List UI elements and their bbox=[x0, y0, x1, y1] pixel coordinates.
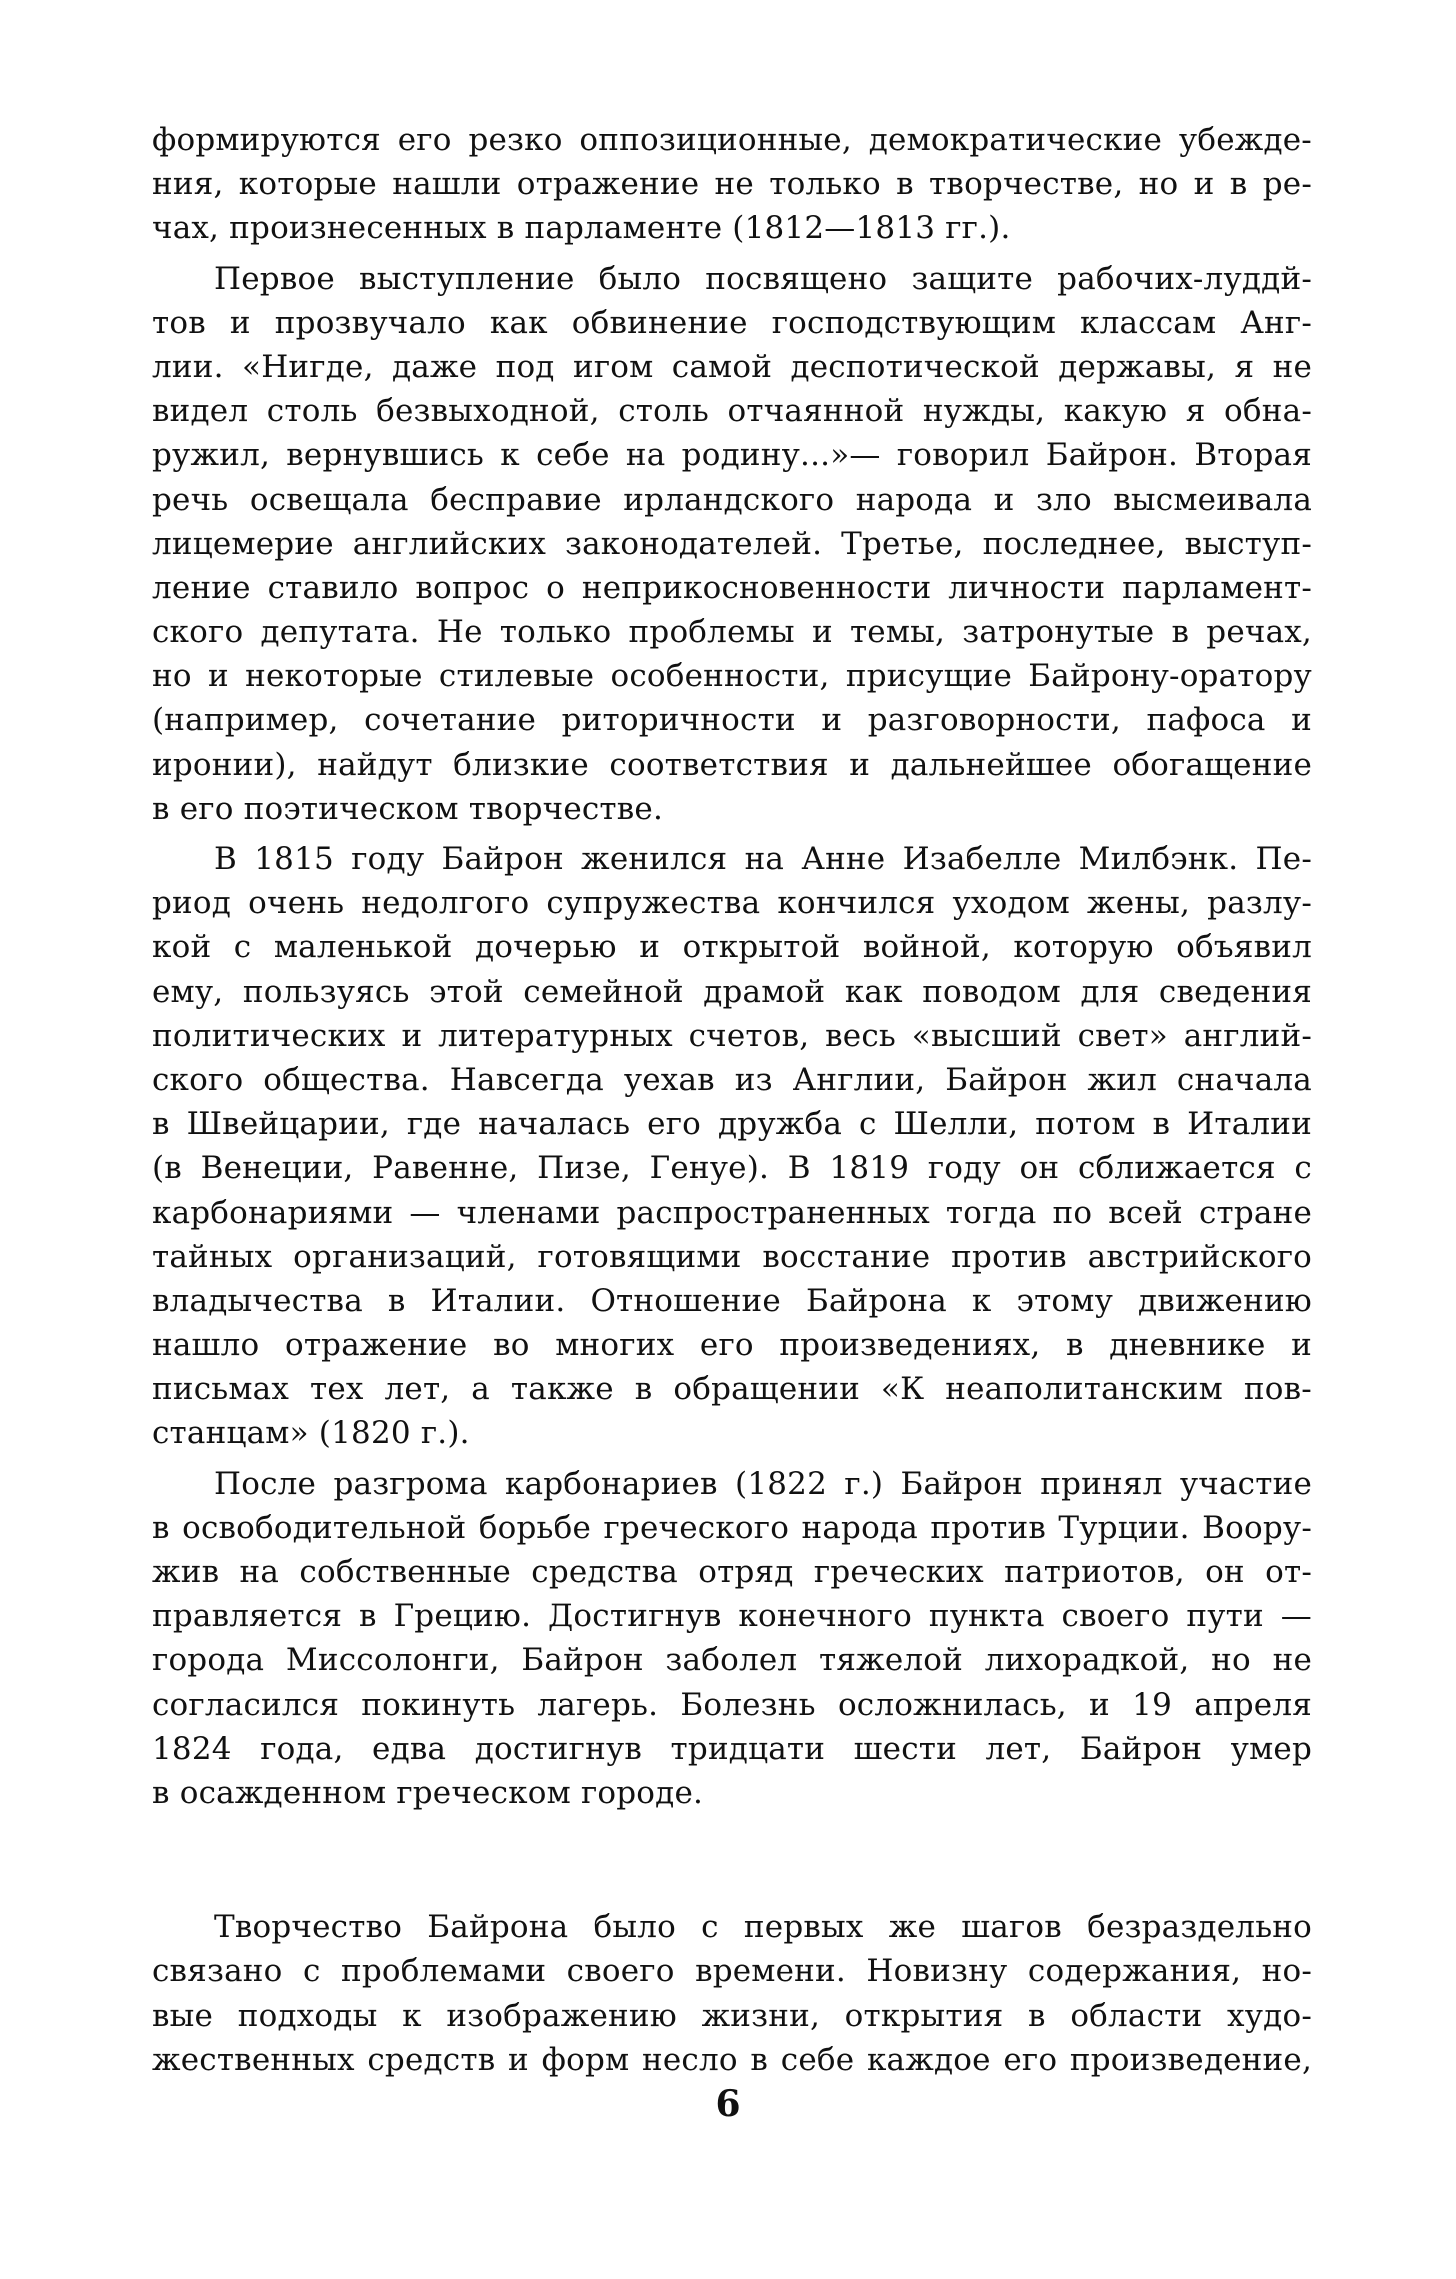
text-line: ния, которые нашли отражение не только в творчестве, но и в ре- bbox=[152, 166, 1312, 203]
text-line: ему, пользуясь этой семейной драмой как поводом для сведения bbox=[152, 973, 1312, 1010]
text-line: нашло отражение во многих его произведениях, в дневнике и bbox=[152, 1327, 1312, 1364]
text-line: лии. «Нигде, даже под игом самой деспотической державы, я не bbox=[152, 348, 1312, 385]
text-line: в осажденном греческом городе. bbox=[152, 1774, 704, 1811]
text-line: в его поэтическом творчестве. bbox=[152, 790, 664, 827]
text-line: кой с маленькой дочерью и открытой войной, которую объявил bbox=[152, 929, 1312, 966]
text-line: речь освещала бесправие ирландского народа и зло высмеивала bbox=[152, 481, 1312, 518]
text-line: жив на собственные средства отряд греческих патриотов, он от- bbox=[152, 1554, 1312, 1590]
text-line: лицемерие английских законодателей. Третье, последнее, выступ- bbox=[152, 525, 1312, 562]
text-line: Первое выступление было посвящено защите рабочих-луддй- bbox=[214, 260, 1312, 297]
paragraph-3 bbox=[152, 837, 1312, 1456]
text-line: станцам» (1820 г.). bbox=[152, 1415, 470, 1452]
text-line: После разгрома карбонариев (1822 г.) Байрон принял участие bbox=[214, 1465, 1312, 1502]
text-line: города Миссолонги, Байрон заболел тяжелой лихорадкой, но не bbox=[152, 1642, 1312, 1679]
text-line: согласился покинуть лагерь. Болезнь осложнилась, и 19 апреля bbox=[152, 1686, 1312, 1723]
text-line: карбонариями — членами распространенных тогда по всей стране bbox=[152, 1194, 1312, 1231]
text-line: ление ставило вопрос о неприкосновенности личности парламент- bbox=[152, 569, 1312, 606]
paragraph-5 bbox=[152, 1905, 1312, 2082]
text-line: ского общества. Навсегда уехав из Англии, Байрон жил сначала bbox=[152, 1061, 1312, 1098]
text-line: чах, произнесенных в парламенте (1812—1813 гг.). bbox=[152, 210, 1011, 247]
text-line: связано с проблемами своего времени. Новизну содержания, но- bbox=[152, 1953, 1312, 1990]
text-line: формируются его резко оппозиционные, демократические убежде- bbox=[152, 122, 1312, 158]
paragraph-4 bbox=[152, 1462, 1312, 1816]
text-line: правляется в Грецию. Достигнув конечного пункта своего пути — bbox=[152, 1598, 1312, 1635]
text-line: жественных средств и форм несло в себе каждое его произведение, bbox=[152, 2041, 1312, 2078]
page-body bbox=[152, 118, 1312, 2088]
text-line: В 1815 году Байрон женился на Анне Изабелле Милбэнк. Пе- bbox=[214, 841, 1312, 877]
text-line: Творчество Байрона было с первых же шагов безраздельно bbox=[214, 1909, 1312, 1946]
text-line: иронии), найдут близкие соответствия и дальнейшее обогащение bbox=[152, 746, 1312, 783]
text-line: политических и литературных счетов, весь «высший свет» англий- bbox=[152, 1017, 1312, 1054]
text-line: видел столь безвыходной, столь отчаянной нужды, какую я обна- bbox=[152, 393, 1312, 430]
text-line: владычества в Италии. Отношение Байрона к этому движению bbox=[152, 1282, 1312, 1319]
paragraph-2 bbox=[152, 257, 1312, 831]
text-line: в освободительной борьбе греческого народа против Турции. Воору- bbox=[152, 1509, 1312, 1546]
paragraph-1 bbox=[152, 118, 1312, 251]
text-line: риод очень недолгого супружества кончился уходом жены, разлу- bbox=[152, 885, 1312, 922]
text-line: ского депутата. Не только проблемы и темы, затронутые в речах, bbox=[152, 614, 1312, 651]
text-line: ружил, вернувшись к себе на родину...»— говорил Байрон. Вторая bbox=[152, 437, 1312, 474]
text-line: в Швейцарии, где началась его дружба с Шелли, потом в Италии bbox=[152, 1106, 1312, 1143]
text-line: письмах тех лет, а также в обращении «К неаполитанским пов- bbox=[152, 1371, 1312, 1408]
text-line: (в Венеции, Равенне, Пизе, Генуе). В 1819 году он сближается с bbox=[152, 1150, 1312, 1187]
text-line: вые подходы к изображению жизни, открытия в области худо- bbox=[152, 1997, 1312, 2034]
text-line: тайных организаций, готовящими восстание против австрийского bbox=[152, 1238, 1312, 1275]
page-number: 6 bbox=[715, 2083, 741, 2125]
section-break bbox=[152, 1821, 1312, 1905]
text-line: (например, сочетание риторичности и разговорности, пафоса и bbox=[152, 702, 1312, 739]
text-line: тов и прозвучало как обвинение господствующим классам Анг- bbox=[152, 304, 1312, 341]
text-line: 1824 года, едва достигнув тридцати шести лет, Байрон умер bbox=[152, 1730, 1312, 1767]
text-line: но и некоторые стилевые особенности, присущие Байрону-оратору bbox=[152, 658, 1312, 695]
